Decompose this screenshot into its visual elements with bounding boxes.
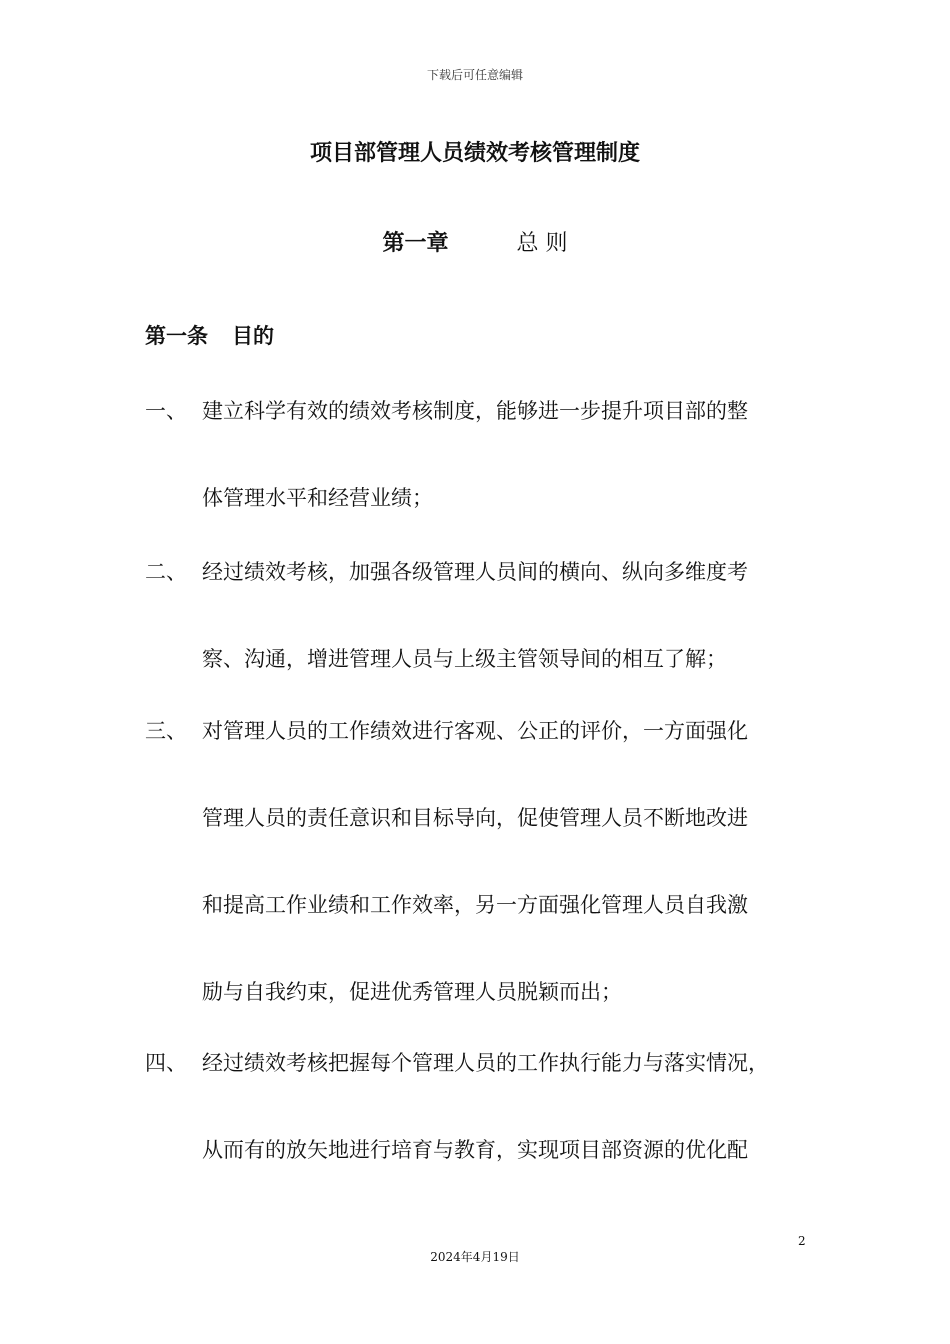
footer-date: 2024年4月19日 <box>430 1250 520 1264</box>
item-line: 励与自我约束，促进优秀管理人员脱颖而出； <box>202 980 622 1004</box>
page-number: 2 <box>798 1234 806 1248</box>
item-number: 四、 <box>145 1051 187 1075</box>
article-number: 第一条 <box>145 324 208 348</box>
header-note: 下载后可任意编辑 <box>426 68 523 82</box>
item-line: 经过绩效考核把握每个管理人员的工作执行能力与落实情况， <box>202 1051 769 1075</box>
item-line: 和提高工作业绩和工作效率，另一方面强化管理人员自我激 <box>202 893 748 917</box>
item-line: 对管理人员的工作绩效进行客观、公正的评价，一方面强化 <box>202 719 748 743</box>
document-title: 项目部管理人员绩效考核管理制度 <box>309 141 640 166</box>
item-number: 一、 <box>145 399 187 423</box>
chapter-heading <box>0 226 950 257</box>
item-number: 二、 <box>145 560 187 584</box>
item-line: 经过绩效考核，加强各级管理人员间的横向、纵向多维度考 <box>202 560 748 584</box>
article-name: 目的 <box>232 324 274 348</box>
article-heading <box>145 320 274 350</box>
chapter-number: 第一章 <box>382 231 449 256</box>
item-line: 察、沟通，增进管理人员与上级主管领导间的相互了解； <box>202 647 727 671</box>
item-line: 体管理水平和经营业绩； <box>202 486 433 510</box>
item-line: 从而有的放矢地进行培育与教育，实现项目部资源的优化配 <box>202 1138 748 1162</box>
item-number: 三、 <box>145 719 187 743</box>
item-line: 管理人员的责任意识和目标导向，促使管理人员不断地改进 <box>202 806 748 830</box>
item-line: 建立科学有效的绩效考核制度，能够进一步提升项目部的整 <box>202 399 748 423</box>
chapter-name: 总 则 <box>516 231 568 256</box>
